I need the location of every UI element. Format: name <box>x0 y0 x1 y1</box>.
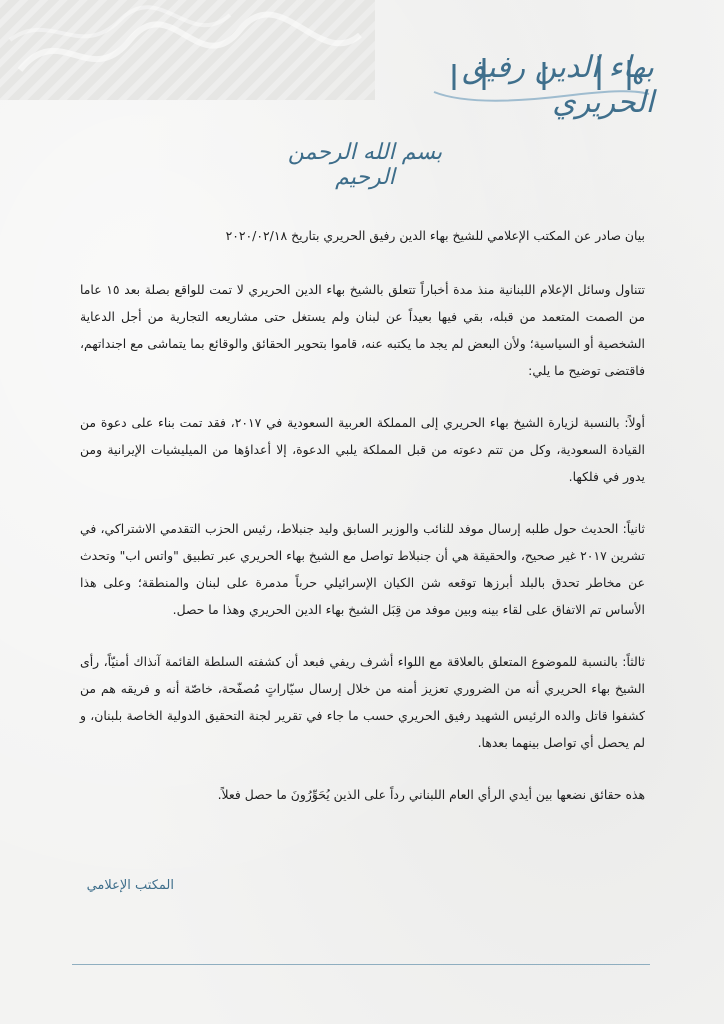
statement-closing: هذه حقائق نضعها بين أيدي الرأي العام اللبناني رداً على الذين يُحَوِّرُونَ ما حصل فعلاً. <box>217 787 645 802</box>
statement-point-first: أولاً: بالنسبة لزيارة الشيخ بهاء الحريري إلى المملكة العربية السعودية في ٢٠١٧، فقد تمت بناء على دعوة من القيادة السعودية، وكل من تتم دعوته من قبل المملكة يلبي الدعوة، إلا أعداؤها من الميليشيات الإيرانية ومن يدور في فلكها. <box>80 415 645 484</box>
logo-text: بهاء الدين رفيق الحريري <box>462 50 654 120</box>
signature: المكتب الإعلامي <box>86 878 174 893</box>
decorative-header-pattern <box>0 0 375 100</box>
statement-body <box>80 222 645 833</box>
logo <box>424 44 654 120</box>
statement-point-second: ثانياً: الحديث حول طلبه إرسال موفد للنائب والوزير السابق وليد جنبلاط، رئيس الحزب التقدمي الاشتراكي، في تشرين ٢٠١٧ غير صحيح، والحقيقة هي أن جنبلاط تواصل مع الشيخ بهاء الحريري عبر تطبيق "واتس اب" وتحدث عن مخاطر تحدق بالبلد أبرزها توقعه شن الكيان الإسرائيلي حرباً مدمرة على لبنان والمنطقة؛ وعلى هذا الأساس تم الاتفاق على لقاء بينه وبين موفد من قِبَل الشيخ بهاء الدين الحريري وهذا ما حصل. <box>80 521 645 617</box>
footer-divider <box>72 964 650 965</box>
calligraphy-watermark-icon <box>0 0 375 100</box>
statement-heading: بيان صادر عن المكتب الإعلامي للشيخ بهاء الدين رفيق الحريري بتاريخ ٢٠٢٠/٠٢/١٨ <box>225 228 645 243</box>
basmala: بسم الله الرحمن الرحيم <box>287 140 443 190</box>
statement-point-third: ثالثاً: بالنسبة للموضوع المتعلق بالعلاقة مع اللواء أشرف ريفي فبعد أن كشفته السلطة القائمة آنذاك أمنيّاً، رأى الشيخ بهاء الحريري أنه من الضروري تعزيز أمنه من خلال إرسال سيّاراتٍ مُصفّحة، خاصّة أنه و فريقه هم من كشفوا قاتل والده الرئيس الشهيد رفيق الحريري حسب ما جاء في تقرير لجنة التحقيق الدولية الخاصة بلبنان، و لم يحصل أي تواصل بينهما بعدها. <box>80 654 645 750</box>
statement-intro: تتناول وسائل الإعلام اللبنانية منذ مدة أخباراً تتعلق بالشيخ بهاء الدين الحريري لا تمت للواقع بصلة بعد ١٥ عاما من الصمت المتعمد من قبله، بقي فيها بعيداً عن لبنان ولم يستغل حتى مشاريعه التجارية من أجل الدعاية الشخصية أو السياسية؛ ولأن البعض لم يجد ما يكتبه عنه، قاموا بتحوير الحقائق والوقائع بما يتماشى مع اجنداتهم، فاقتضى توضيح ما يلي: <box>80 282 645 378</box>
